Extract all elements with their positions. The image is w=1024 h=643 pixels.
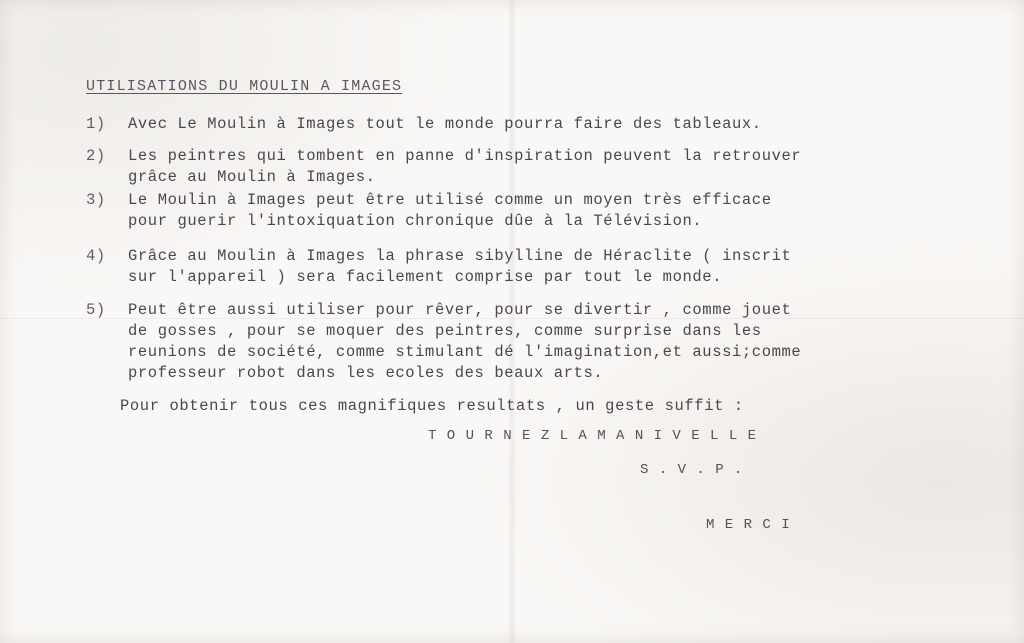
closing-merci: M E R C I: [706, 517, 791, 533]
item-text: reunions de société, comme stimulant dé l'imagination,et aussi;comme: [128, 343, 802, 361]
item-text: professeur robot dans les ecoles des beaux arts.: [128, 364, 604, 382]
list-item: [86, 190, 772, 232]
closing-instruction: T O U R N E Z L A M A N I V E L L E: [428, 428, 758, 444]
item-text: Le Moulin à Images peut être utilisé comme un moyen très efficace: [128, 191, 772, 209]
item-number: 5): [86, 301, 106, 319]
item-text: pour guerir l'intoxiquation chronique dûe à la Télévision.: [128, 212, 703, 230]
item-text: Grâce au Moulin à Images la phrase sibylline de Héraclite ( inscrit: [128, 247, 792, 265]
list-item: [86, 114, 762, 135]
item-number: 3): [86, 191, 106, 209]
item-text: grâce au Moulin à Images.: [128, 168, 376, 186]
list-item: [86, 146, 801, 188]
item-text: Les peintres qui tombent en panne d'inspiration peuvent la retrouver: [128, 147, 802, 165]
document-title: UTILISATIONS DU MOULIN A IMAGES: [86, 78, 403, 95]
list-item: [86, 246, 791, 288]
item-number: 1): [86, 115, 106, 133]
item-text: sur l'appareil ) sera facilement comprise par tout le monde.: [128, 268, 723, 286]
item-number: 4): [86, 247, 106, 265]
item-number: 2): [86, 147, 106, 165]
item-text: Peut être aussi utiliser pour rêver, pour se divertir , comme jouet: [128, 301, 792, 319]
conclusion-line: Pour obtenir tous ces magnifiques resultats , un geste suffit :: [120, 397, 744, 415]
list-item: [86, 300, 801, 384]
item-text: de gosses , pour se moquer des peintres, comme surprise dans les: [128, 322, 762, 340]
closing-svp: S . V . P .: [640, 462, 744, 478]
item-text: Avec Le Moulin à Images tout le monde pourra faire des tableaux.: [128, 115, 762, 133]
